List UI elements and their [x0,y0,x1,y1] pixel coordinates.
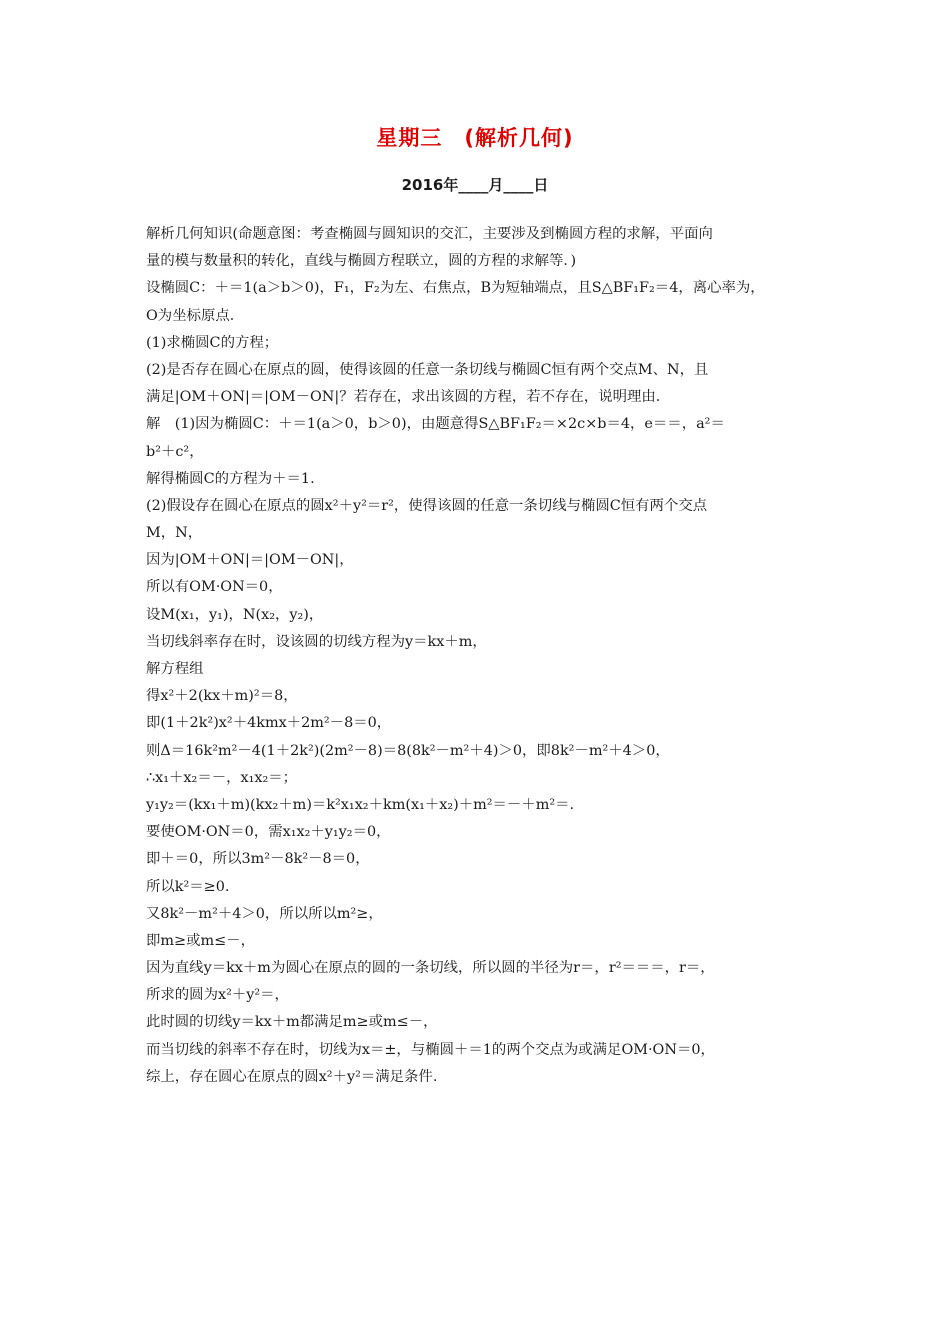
text-line: 因为直线y＝kx＋m为圆心在原点的圆的一条切线，所以圆的半径为r＝，r²＝＝＝，r＝， [146,960,715,977]
text-line: ∴x₁＋x₂＝－，x₁x₂＝； [146,769,298,786]
text-line: 此时圆的切线y＝kx＋m都满足m≥或m≤－， [146,1014,438,1031]
text-line: 设M(x₁，y₁)，N(x₂，y₂)， [146,606,324,623]
text-line: 要使OM·ON＝0，需x₁x₂＋y₁y₂＝0， [146,824,391,841]
text-line: y₁y₂＝(kx₁＋m)(kx₂＋m)＝k²x₁x₂＋km(x₁＋x₂)＋m²＝－＋m²＝. [146,796,575,813]
text-line: 设椭圆C：＋＝1(a＞b＞0)，F₁，F₂为左、右焦点，B为短轴端点，且S△BF₁F₂＝4，离心率为， [146,280,765,297]
text-line: (2)是否存在圆心在原点的圆，使得该圆的任意一条切线与椭圆C恒有两个交点M、N，且 [146,361,709,378]
text-line: 所以有OM·ON＝0， [146,579,283,596]
text-line: 解得椭圆C的方程为＋＝1. [146,470,315,487]
text-line: b²＋c²， [146,443,204,460]
text-line: 而当切线的斜率不存在时，切线为x＝±，与椭圆＋＝1的两个交点为或满足OM·ON＝0， [146,1041,715,1058]
date-line: 2016年____月____日 [401,176,549,194]
text-line: 即(1＋2k²)x²＋4kmx＋2m²－8＝0， [146,715,392,732]
text-line: 又8k²－m²＋4＞0，所以所以m²≥， [146,905,383,922]
text-line: (2)假设存在圆心在原点的圆x²＋y²＝r²，使得该圆的任意一条切线与椭圆C恒有两个交点 [146,497,708,514]
text-line: 当切线斜率存在时，设该圆的切线方程为y＝kx＋m， [146,633,487,650]
text-line: 则Δ＝16k²m²－4(1＋2k²)(2m²－8)＝8(8k²－m²＋4)＞0，即8k²－m²＋4＞0， [146,742,670,759]
text-line: 解析几何知识(命题意图：考查椭圆与圆知识的交汇，主要涉及到椭圆方程的求解，平面向 [146,226,713,242]
text-line: 即＋＝0，所以3m²－8k²－8＝0， [146,851,370,868]
text-line: 解方程组 [146,661,204,677]
text-line: M，N， [146,525,203,542]
text-line: 得x²＋2(kx＋m)²＝8， [146,688,298,705]
body-text [146,221,810,1091]
text-line: O为坐标原点． [146,307,245,324]
text-line: 满足|OM＋ON|＝|OM－ON|？若存在，求出该圆的方程，若不存在，说明理由． [146,389,671,406]
text-line: 即m≥或m≤－， [146,932,255,949]
text-line: 解 (1)因为椭圆C：＋＝1(a＞0，b＞0)，由题意得S△BF₁F₂＝×2c×b＝4，e＝＝，a²＝ [146,416,725,433]
text-line: 量的模与数量积的转化，直线与椭圆方程联立，圆的方程的求解等．) [146,253,577,270]
text-line: (1)求椭圆C的方程； [146,334,279,351]
text-line: 因为|OM＋ON|＝|OM－ON|， [146,552,354,569]
text-line: 综上，存在圆心在原点的圆x²＋y²＝满足条件. [146,1068,438,1085]
page-title: 星期三 (解析几何) [376,126,574,150]
text-line: 所以k²＝≥0. [146,878,230,895]
text-line: 所求的圆为x²＋y²＝， [146,987,289,1004]
